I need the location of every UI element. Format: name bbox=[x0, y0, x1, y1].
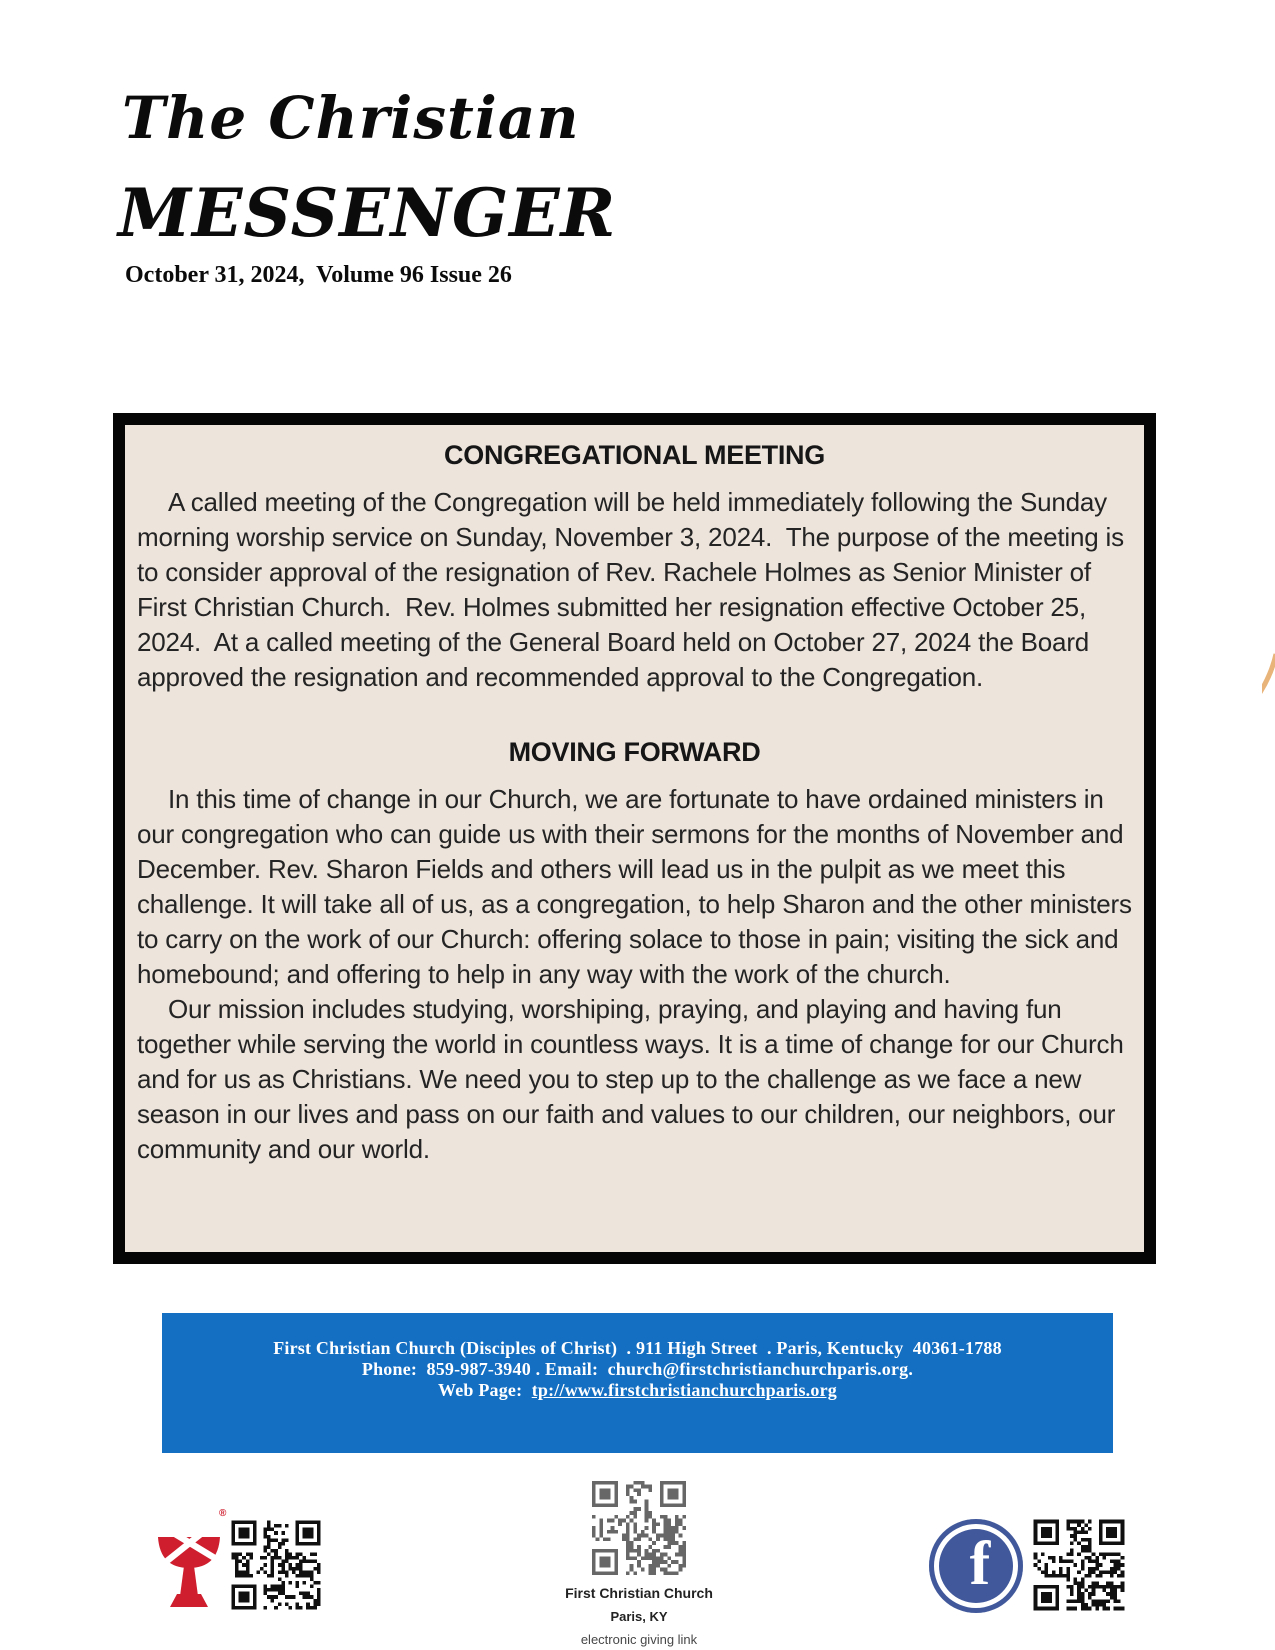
facebook-f-glyph: f bbox=[969, 1530, 991, 1598]
facebook-icon[interactable] bbox=[929, 1519, 1023, 1613]
contact-webpage-line bbox=[162, 1380, 1113, 1401]
qr-code-left bbox=[228, 1517, 324, 1613]
moving-forward-heading: MOVING FORWARD bbox=[508, 737, 761, 767]
website-link[interactable]: tp://www.firstchristianchurchparis.org bbox=[531, 1380, 837, 1400]
giving-caption-church-name: First Christian Church bbox=[565, 1585, 713, 1601]
congregational-meeting-heading: CONGREGATIONAL MEETING bbox=[444, 440, 825, 470]
webpage-label: Web Page: bbox=[438, 1380, 532, 1400]
moving-forward-paragraph-1: In this time of change in our Church, we are fortunate to have ordained ministers in our congregation who can guide us with their sermons for the months of November and December. Rev. Sharon Fields and others will lead us in the pulpit as we meet this challenge. It will take all of us, as a congregation, to help Sharon and the other ministers to carry on the work of our Church: offering solace to those in pain; visiting the sick and homebound; and offering to help in any way with the work of the church. bbox=[137, 784, 1139, 989]
congregational-meeting-paragraph: A called meeting of the Congregation will be held immediately following the Sunday morning worship service on Sunday, November 3, 2024. The purpose of the meeting is to consider approval of the resignation of Rev. Rachele Holmes as Senior Minister of First Christian Church. Rev. Holmes submitted her resignation effective October 25, 2024. At a called meeting of the General Board held on October 27, 2024 the Board approved the resignation and recommended approval to the Congregation. bbox=[137, 487, 1131, 692]
newsletter-title-line1: The Christian bbox=[122, 84, 580, 152]
disciples-of-christ-chalice-icon bbox=[155, 1510, 223, 1610]
newsletter-title-line2: MESSENGER bbox=[118, 174, 617, 252]
contact-phone-email-line: Phone: 859-987-3940 . Email: church@firstchristianchurchparis.org. bbox=[361, 1359, 914, 1379]
giving-caption-city: Paris, KY bbox=[610, 1609, 668, 1624]
qr-code-right bbox=[1030, 1516, 1128, 1614]
clipped-arrow-graphic bbox=[1262, 652, 1275, 704]
contact-info-bar bbox=[162, 1313, 1113, 1453]
contact-address-line: First Christian Church (Disciples of Christ) . 911 High Street . Paris, Kentucky 40361-1788 bbox=[273, 1338, 1002, 1358]
giving-caption-link-label: electronic giving link bbox=[580, 1632, 698, 1647]
announcement-box bbox=[113, 413, 1156, 1264]
qr-code-electronic-giving bbox=[588, 1477, 690, 1579]
giving-qr-caption bbox=[539, 1585, 739, 1647]
registered-trademark-mark: ® bbox=[219, 1508, 227, 1519]
moving-forward-paragraph-2: Our mission includes studying, worshiping, praying, and playing and having fun together while serving the world in countless ways. It is a time of change for our Church and for us as Christians. We need you to step up to the challenge as we face a new season in our lives and pass on our faith and values to our children, our neighbors, our community and our world. bbox=[137, 994, 1131, 1164]
issue-dateline: October 31, 2024, Volume 96 Issue 26 bbox=[125, 262, 512, 288]
